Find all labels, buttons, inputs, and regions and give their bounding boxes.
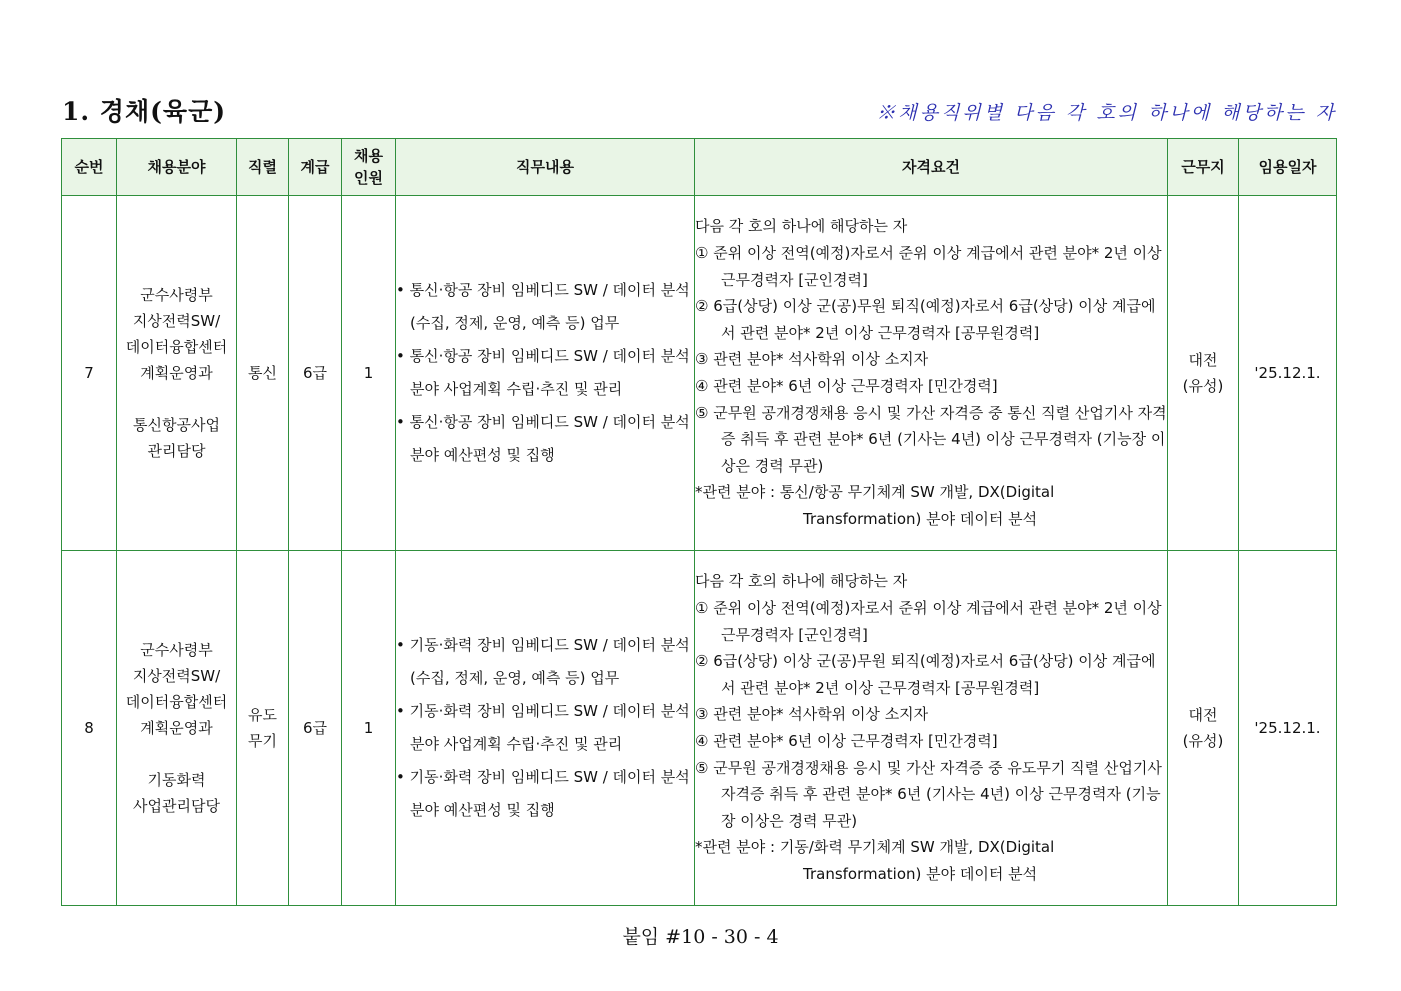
header-field: 채용분야 — [117, 139, 237, 196]
location-line: (유성) — [1182, 732, 1224, 750]
qual-item: ④ 관련 분야* 6년 이상 근무경력자 [민간경력] — [695, 377, 998, 395]
recruitment-table — [61, 138, 1337, 906]
header-date: 임용일자 — [1239, 139, 1337, 196]
row-location — [1168, 196, 1239, 551]
qual-item: ② 6급(상당) 이상 군(공)무원 퇴직(예정)자로서 6급(상당) 이상 계급에서 관련 분야* 2년 이상 근무경력자 [공무원경력] — [695, 297, 1156, 342]
table-row — [62, 196, 1337, 551]
series-line: 유도 — [248, 706, 277, 724]
header-row — [62, 139, 1337, 196]
field-line: 계획운영과 — [140, 719, 213, 737]
field-line: 지상전력SW/ — [132, 667, 221, 685]
row-date: '25.12.1. — [1239, 196, 1337, 551]
row-grade: 6급 — [289, 551, 342, 906]
field-line: 계획운영과 — [140, 364, 213, 382]
row-duties — [396, 551, 695, 906]
row-quals — [695, 551, 1168, 906]
qual-item: ③ 관련 분야* 석사학위 이상 소지자 — [695, 705, 929, 724]
row-no: 7 — [62, 196, 117, 551]
duty-item: • 통신·항공 장비 임베디드 SW / 데이터 분석(수집, 정제, 운영, 예측 등) 업무 — [396, 281, 690, 332]
qual-item: ① 준위 이상 전역(예정)자로서 준위 이상 계급에서 관련 분야* 2년 이상 근무경력자 [군인경력] — [695, 244, 1162, 289]
location-line: 대전 — [1188, 706, 1218, 724]
duty-item: • 기동·화력 장비 임베디드 SW / 데이터 분석(수집, 정제, 운영, 예측 등) 업무 — [396, 636, 690, 687]
row-grade: 6급 — [289, 196, 342, 551]
row-quals — [695, 196, 1168, 551]
page-footer: 붙임 #10 - 30 - 4 — [622, 926, 779, 948]
row-field — [117, 551, 237, 906]
header-count-line2: 인원 — [354, 169, 383, 187]
field-line: 지상전력SW/ — [132, 312, 221, 330]
field-line: 군수사령부 — [140, 286, 213, 304]
duty-item: • 기동·화력 장비 임베디드 SW / 데이터 분석 분야 예산편성 및 집행 — [396, 768, 690, 819]
field-line: 데이터융합센터 — [125, 693, 228, 711]
field-line: 통신항공사업 — [133, 416, 220, 434]
qual-intro: 다음 각 호의 하나에 해당하는 자 — [695, 572, 908, 591]
qual-note: *관련 분야 : 기동/화력 무기체계 SW 개발, DX(Digital Transformation) 분야 데이터 분석 — [695, 838, 1055, 883]
qual-note: *관련 분야 : 통신/항공 무기체계 SW 개발, DX(Digital Transformation) 분야 데이터 분석 — [695, 483, 1055, 528]
field-line: 기동화력 — [147, 771, 206, 789]
qual-item: ④ 관련 분야* 6년 이상 근무경력자 [민간경력] — [695, 732, 998, 750]
location-line: (유성) — [1182, 377, 1224, 395]
qual-item: ⑤ 군무원 공개경쟁채용 응시 및 가산 자격증 중 통신 직렬 산업기사 자격증 취득 후 관련 분야* 6년 (기사는 4년) 이상 근무경력자 (기능장 이상은 경력 무관) — [695, 403, 1167, 475]
row-series — [237, 551, 289, 906]
location-line: 대전 — [1188, 351, 1218, 369]
header-count-line1: 채용 — [354, 147, 383, 165]
header-no: 순번 — [62, 139, 117, 196]
header-duty: 직무내용 — [396, 139, 695, 196]
series-line: 통신 — [248, 364, 277, 382]
row-date: '25.12.1. — [1239, 551, 1337, 906]
header-series: 직렬 — [237, 139, 289, 196]
row-location — [1168, 551, 1239, 906]
field-line: 데이터융합센터 — [125, 338, 228, 356]
header-count — [342, 139, 396, 196]
duty-item: • 통신·항공 장비 임베디드 SW / 데이터 분석 분야 예산편성 및 집행 — [396, 413, 690, 464]
row-count: 1 — [342, 196, 396, 551]
table-row — [62, 551, 1337, 906]
row-field — [117, 196, 237, 551]
qual-item: ② 6급(상당) 이상 군(공)무원 퇴직(예정)자로서 6급(상당) 이상 계급에서 관련 분야* 2년 이상 근무경력자 [공무원경력] — [695, 652, 1156, 697]
qual-item: ⑤ 군무원 공개경쟁채용 응시 및 가산 자격증 중 유도무기 직렬 산업기사 자격증 취득 후 관련 분야* 6년 (기사는 4년) 이상 근무경력자 (기능장 이상은 경력 무관) — [695, 758, 1162, 830]
field-line: 관리담당 — [147, 442, 206, 460]
duty-item: • 통신·항공 장비 임베디드 SW / 데이터 분석 분야 사업계획 수립·추진 및 관리 — [396, 347, 690, 398]
field-line: 사업관리담당 — [133, 797, 220, 815]
qual-item: ③ 관련 분야* 석사학위 이상 소지자 — [695, 350, 929, 369]
header-location: 근무지 — [1168, 139, 1239, 196]
row-no: 8 — [62, 551, 117, 906]
duty-item: • 기동·화력 장비 임베디드 SW / 데이터 분석 분야 사업계획 수립·추진 및 관리 — [396, 702, 690, 753]
section-title: 1. 경채(육군) — [62, 97, 227, 126]
header-grade: 계급 — [289, 139, 342, 196]
row-count: 1 — [342, 551, 396, 906]
field-line: 군수사령부 — [140, 641, 213, 659]
series-line: 무기 — [248, 732, 277, 750]
qual-intro: 다음 각 호의 하나에 해당하는 자 — [695, 217, 908, 236]
row-duties — [396, 196, 695, 551]
header-qual: 자격요건 — [695, 139, 1168, 196]
row-series — [237, 196, 289, 551]
section-note: ※채용직위별 다음 각 호의 하나에 해당하는 자 — [876, 102, 1337, 124]
qual-item: ① 준위 이상 전역(예정)자로서 준위 이상 계급에서 관련 분야* 2년 이상 근무경력자 [군인경력] — [695, 599, 1162, 644]
